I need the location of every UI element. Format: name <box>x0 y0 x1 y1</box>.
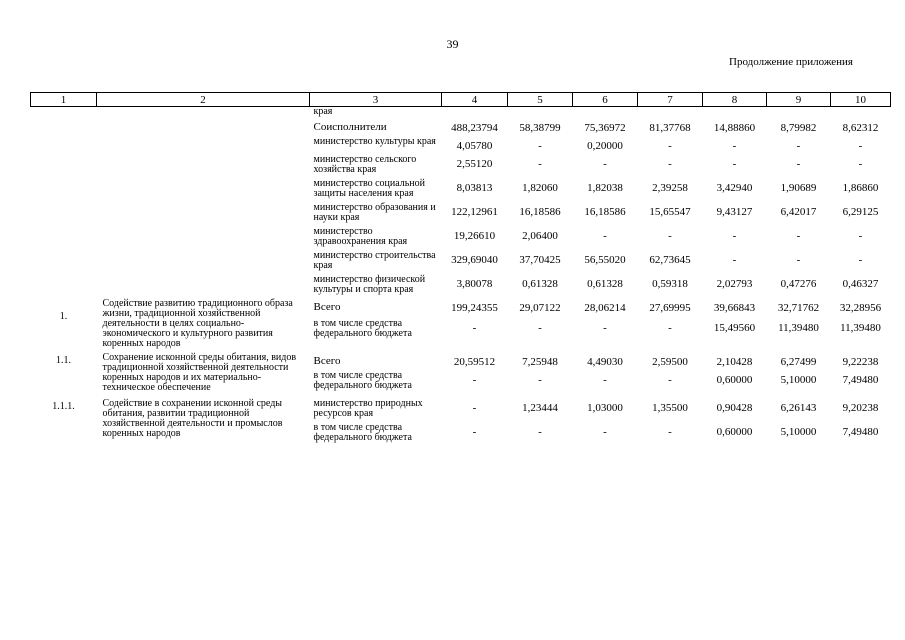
value-cell: 1,35500 <box>652 402 688 414</box>
value-cell: 199,24355 <box>451 302 498 314</box>
value-cell: - <box>668 322 672 335</box>
table-row <box>31 353 891 371</box>
row-label: министерство строительства края <box>313 250 436 271</box>
value-cell: 9,43127 <box>716 206 753 218</box>
row-label: министерство образования и науки края <box>313 202 436 223</box>
value-cell: 15,65547 <box>649 206 691 218</box>
value-cell: 1,90689 <box>780 182 817 194</box>
table-row <box>31 137 891 155</box>
row-label: министерство физической культуры и спорта края <box>313 274 426 295</box>
table-row <box>31 399 891 423</box>
value-cell: 2,06400 <box>522 230 558 242</box>
value-cell: - <box>732 158 737 170</box>
value-cell: 3,80078 <box>456 278 493 290</box>
row-label: в том числе средства федерального бюджета <box>313 370 412 391</box>
header-cell: 1 <box>31 93 97 107</box>
header-cell: 6 <box>573 93 638 107</box>
row-label: в том числе средства федерального бюджета <box>313 318 412 340</box>
value-cell: - <box>732 140 737 152</box>
value-cell: - <box>732 230 737 242</box>
value-cell: 27,69995 <box>649 302 691 314</box>
table-row <box>31 203 891 227</box>
value-cell: 5,10000 <box>780 426 817 438</box>
value-cell: - <box>603 426 607 438</box>
value-cell: 0,61328 <box>522 278 558 290</box>
value-cell: 122,12961 <box>451 206 498 218</box>
value-cell: 16,18586 <box>584 206 626 218</box>
item-title: Содействие в сохранении исконной среды обитания, развитии традиционной хозяйственной деятельности и промыслов коренных народов <box>102 398 283 439</box>
value-cell: 37,70425 <box>519 254 561 266</box>
row-label: министерство здравоохранения края <box>313 226 408 247</box>
table-row <box>31 227 891 251</box>
value-cell: - <box>538 140 542 152</box>
value-cell: 1,23444 <box>522 402 558 414</box>
value-cell: 6,42017 <box>780 206 817 218</box>
header-cell: 8 <box>703 93 767 107</box>
value-cell: 0,60000 <box>716 426 753 438</box>
value-cell: 2,59500 <box>652 356 688 368</box>
header-cell: 4 <box>442 93 508 107</box>
value-cell: 7,49480 <box>842 426 879 438</box>
value-cell: 0,60000 <box>716 374 753 386</box>
item-number: 1.1. <box>56 355 71 366</box>
value-cell: 11,39480 <box>778 322 819 335</box>
value-cell: 15,49560 <box>713 322 756 335</box>
header-cell: 5 <box>508 93 573 107</box>
table-row <box>31 155 891 179</box>
header-cell: 10 <box>831 93 891 107</box>
value-cell: 29,07122 <box>519 302 561 314</box>
value-cell: - <box>538 158 542 170</box>
table-row <box>31 275 891 299</box>
value-cell: 4,49030 <box>587 356 623 368</box>
row-label: Всего <box>313 301 341 313</box>
value-cell: - <box>668 158 672 170</box>
value-cell: - <box>472 322 477 335</box>
table-row <box>31 179 891 203</box>
value-cell: 4,05780 <box>456 140 493 152</box>
value-cell: 2,02793 <box>716 278 753 290</box>
value-cell: 8,62312 <box>842 122 879 134</box>
value-cell: 56,55020 <box>584 254 626 266</box>
value-cell: 11,39480 <box>840 322 881 335</box>
value-cell: - <box>538 426 542 438</box>
value-cell: - <box>858 254 863 266</box>
value-cell: 9,22238 <box>842 356 879 368</box>
value-cell: - <box>538 322 542 335</box>
value-cell: 8,79982 <box>780 122 817 134</box>
value-cell: 329,69040 <box>451 254 498 266</box>
continuation-label: Продолжение приложения <box>729 56 853 68</box>
row-label: министерство природных ресурсов края <box>313 398 423 419</box>
value-cell: - <box>472 426 477 438</box>
value-cell: - <box>796 230 801 242</box>
top-fragment: края <box>313 106 333 117</box>
value-cell: 32,28956 <box>839 302 882 314</box>
value-cell: - <box>603 158 607 170</box>
value-cell: 14,88860 <box>713 122 756 134</box>
value-cell: 0,46327 <box>842 278 879 290</box>
budget-table <box>30 92 891 447</box>
value-cell: - <box>538 374 542 386</box>
value-cell: - <box>603 374 607 386</box>
row-label: министерство культуры края <box>313 136 436 147</box>
value-cell: - <box>472 374 477 386</box>
value-cell: 2,55120 <box>456 158 493 170</box>
value-cell: 1,82038 <box>587 182 623 194</box>
table-row <box>31 251 891 275</box>
row-label: Всего <box>313 355 341 367</box>
value-cell: - <box>858 230 863 242</box>
value-cell: 6,26143 <box>780 402 817 414</box>
row-label: министерство социальной защиты населения края <box>313 178 426 199</box>
value-cell: 19,26610 <box>453 230 496 242</box>
row-label: Соисполнители <box>313 121 387 133</box>
page-number: 39 <box>446 37 459 51</box>
value-cell: 5,10000 <box>780 374 817 386</box>
table-row <box>31 299 891 319</box>
value-cell: 58,38799 <box>519 122 561 134</box>
value-cell: - <box>858 140 863 152</box>
value-cell: 0,90428 <box>716 402 753 414</box>
header-cell: 7 <box>638 93 703 107</box>
value-cell: - <box>732 254 737 266</box>
value-cell: 0,47276 <box>780 278 817 290</box>
table-row <box>31 119 891 137</box>
value-cell: - <box>603 230 607 242</box>
value-cell: 2,10428 <box>716 356 753 368</box>
value-cell: - <box>796 158 801 170</box>
value-cell: 0,59318 <box>652 278 688 290</box>
value-cell: - <box>858 158 863 170</box>
value-cell: - <box>668 426 672 438</box>
value-cell: 81,37768 <box>649 122 691 134</box>
value-cell: 39,66843 <box>713 302 756 314</box>
header-cell: 3 <box>310 93 442 107</box>
row-label: в том числе средства федерального бюджета <box>313 422 412 443</box>
value-cell: 28,06214 <box>584 302 626 314</box>
value-cell: 1,82060 <box>522 182 558 194</box>
value-cell: 488,23794 <box>451 122 498 134</box>
value-cell: - <box>668 140 672 152</box>
value-cell: 1,03000 <box>587 402 623 414</box>
item-number: 1.1.1. <box>52 401 75 412</box>
value-cell: - <box>603 322 607 335</box>
value-cell: - <box>796 254 801 266</box>
value-cell: 16,18586 <box>519 206 561 218</box>
value-cell: 0,20000 <box>587 140 623 152</box>
value-cell: - <box>668 230 672 242</box>
value-cell: - <box>472 402 477 414</box>
row-label: министерство сельского хозяйства края <box>313 154 417 175</box>
value-cell: - <box>668 374 672 386</box>
value-cell: - <box>796 140 801 152</box>
value-cell: 1,86860 <box>842 182 879 194</box>
value-cell: 2,39258 <box>652 182 688 194</box>
header-row <box>31 93 891 107</box>
value-cell: 20,59512 <box>453 356 496 368</box>
header-cell: 2 <box>97 93 310 107</box>
item-title: Сохранение исконной среды обитания, видов традиционной хозяйственной деятельности коренных народов и их материально-техническое обеспечение <box>102 352 297 393</box>
value-cell: 8,03813 <box>456 182 493 194</box>
item-title: Содействие развитию традиционного образа жизни, традиционной хозяйственной деятельности в целях социально-экономического и культурного развития коренных народов <box>102 298 293 349</box>
table-row <box>31 107 891 120</box>
value-cell: 6,27499 <box>780 356 817 368</box>
value-cell: 7,49480 <box>842 374 879 386</box>
value-cell: 0,61328 <box>587 278 623 290</box>
value-cell: 6,29125 <box>842 206 879 218</box>
value-cell: 3,42940 <box>716 182 753 194</box>
value-cell: 75,36972 <box>584 122 626 134</box>
value-cell: 32,71762 <box>777 302 820 314</box>
header-cell: 9 <box>767 93 831 107</box>
value-cell: 62,73645 <box>649 254 691 266</box>
item-number: 1. <box>59 311 68 322</box>
value-cell: 7,25948 <box>522 356 558 368</box>
value-cell: 9,20238 <box>842 402 879 414</box>
